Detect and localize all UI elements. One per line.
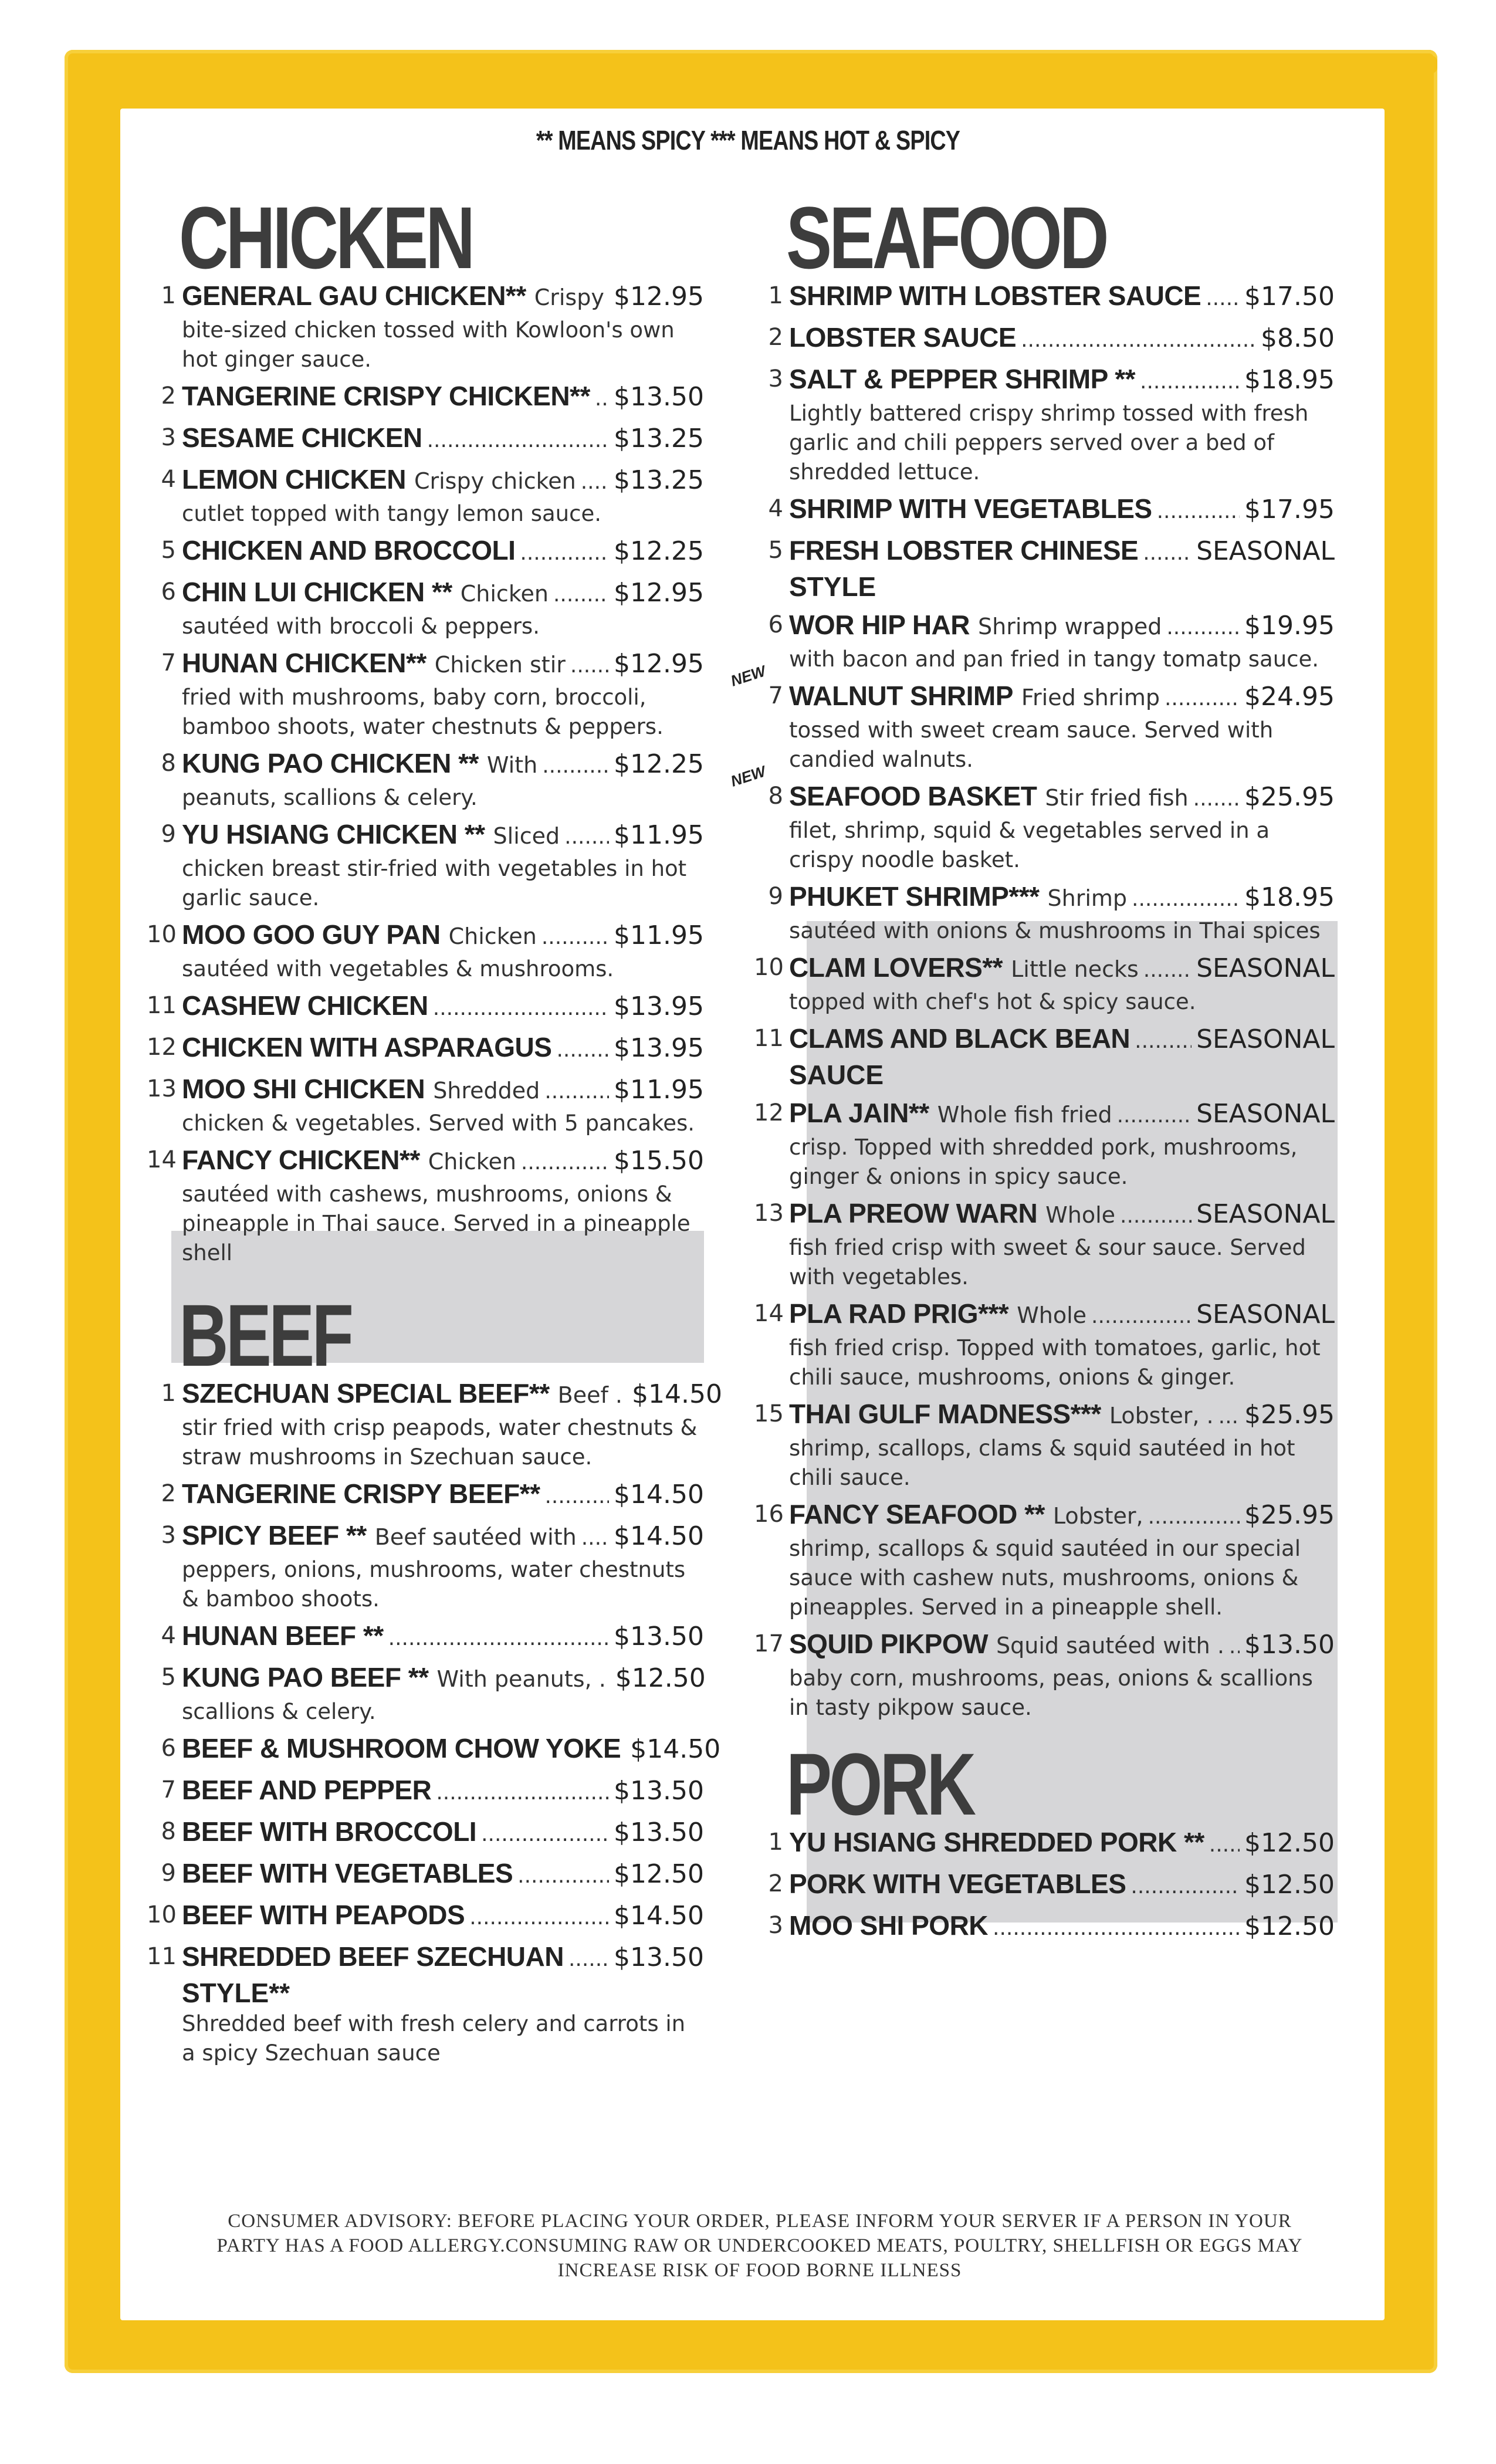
item-number: 4	[161, 466, 176, 493]
item-price: $14.50	[614, 1521, 704, 1551]
item-name: HUNAN CHICKEN**	[182, 648, 427, 678]
section-title-chicken: CHICKEN	[179, 188, 473, 287]
item-name: PHUKET SHRIMP***	[789, 881, 1040, 912]
menu-item	[147, 646, 704, 742]
dot-leader	[520, 536, 609, 570]
item-number: 4	[161, 1622, 176, 1649]
menu-item	[728, 762, 1335, 875]
dot-leader	[433, 991, 609, 1025]
item-description: bite-sized chicken tossed with Kowloon's own hot ginger sauce.	[182, 317, 675, 372]
item-name: FANCY SEAFOOD **	[789, 1499, 1045, 1529]
menu-item	[147, 1773, 704, 1810]
menu-item	[754, 1825, 1335, 1862]
dot-leader	[436, 1776, 609, 1810]
menu-item	[147, 1856, 704, 1893]
menu-item	[754, 1021, 1335, 1091]
item-price: $13.50	[1244, 1630, 1335, 1660]
item-price: $24.95	[1244, 682, 1335, 712]
item-description-lead: Fried shrimp	[1021, 685, 1160, 710]
item-price: SEASONAL	[1196, 1099, 1335, 1129]
item-price: $12.50	[1244, 1828, 1335, 1858]
section-title-beef: BEEF	[179, 1286, 351, 1385]
dot-leader	[1143, 953, 1192, 987]
right-column	[728, 188, 1335, 1963]
dot-leader	[581, 1521, 609, 1555]
item-price: SEASONAL	[1196, 1299, 1335, 1329]
item-description-lead: Whole	[1045, 1202, 1116, 1228]
dot-leader	[1209, 1828, 1240, 1862]
menu-item	[754, 1196, 1335, 1292]
item-name: SHRIMP WITH LOBSTER SAUCE	[789, 280, 1201, 311]
dot-leader	[544, 1075, 609, 1109]
item-price: $25.95	[1244, 1400, 1335, 1430]
item-price: $17.95	[1244, 495, 1335, 524]
item-number: 8	[768, 783, 783, 810]
menu-item	[754, 950, 1335, 1017]
dot-leader	[993, 1911, 1240, 1945]
item-price: $13.50	[614, 1942, 704, 1972]
item-number: 6	[161, 578, 176, 605]
dot-leader	[570, 649, 609, 683]
item-number: 1	[768, 1829, 783, 1856]
item-description-lead: With	[486, 752, 538, 778]
dot-leader	[1091, 1299, 1192, 1333]
item-name: BEEF WITH BROCCOLI	[182, 1816, 477, 1847]
dot-leader	[1193, 782, 1240, 816]
item-price: $12.50	[615, 1663, 706, 1693]
item-name: THAI GULF MADNESS***	[789, 1399, 1101, 1429]
item-name: LEMON CHICKEN	[182, 464, 406, 495]
item-number: 13	[147, 1075, 177, 1102]
dot-leader	[556, 1033, 609, 1067]
item-name: MOO GOO GUY PAN	[182, 919, 441, 950]
item-price: $12.50	[1244, 1870, 1335, 1900]
item-name-continued: STYLE	[789, 571, 876, 602]
item-description: filet, shrimp, squid & vegetables served in a crispy noodle basket.	[789, 818, 1270, 872]
item-price: $19.95	[1244, 611, 1335, 641]
item-number: 6	[161, 1735, 176, 1762]
item-number: 12	[754, 1099, 784, 1126]
menu-item	[147, 421, 704, 458]
menu-item	[147, 379, 704, 416]
dot-leader	[564, 820, 609, 854]
item-description: sautéed with cashews, mushrooms, onions & pineapple in Thai sauce. Served in a pineapple shell	[182, 1182, 691, 1265]
item-price: $13.50	[614, 382, 704, 412]
dot-leader	[553, 578, 609, 612]
item-description-lead: Chicken	[448, 923, 537, 949]
item-description-lead: Whole	[1017, 1302, 1087, 1328]
item-price: $8.50	[1261, 323, 1335, 353]
item-name: HUNAN BEEF **	[182, 1620, 384, 1651]
item-description: Shredded beef with fresh celery and carrots in a spicy Szechuan sauce	[182, 2011, 686, 2066]
item-description: fish fried crisp with sweet & sour sauce. Served with vegetables.	[789, 1235, 1306, 1289]
item-price: $17.50	[1244, 282, 1335, 312]
item-name: SZECHUAN SPECIAL BEEF**	[182, 1378, 550, 1409]
item-description-lead: Beef .	[557, 1382, 623, 1408]
item-number: 13	[754, 1200, 784, 1227]
item-description-lead: Beef sautéed with	[374, 1524, 577, 1550]
item-description-lead: Shrimp	[1047, 885, 1128, 911]
item-description: shrimp, scallops, clams & squid sautéed in hot chili sauce.	[789, 1436, 1295, 1490]
section-chicken	[147, 188, 704, 1268]
item-name: PORK WITH VEGETABLES	[789, 1869, 1126, 1899]
item-name: SPICY BEEF **	[182, 1520, 367, 1551]
item-price: $14.50	[614, 1901, 704, 1931]
item-price: $13.50	[614, 1622, 704, 1651]
menu-item	[754, 1867, 1335, 1904]
dot-leader	[542, 749, 609, 783]
item-name: SEAFOOD BASKET	[789, 781, 1037, 811]
consumer-advisory: CONSUMER ADVISORY: BEFORE PLACING YOUR ORDER, PLEASE INFORM YOUR SERVER IF A PERSON IN YOUR PARTY HAS A FOOD ALLERGY.CONSUMING RAW OR UNDERCOOKED MEATS, POULTRY, SHELLFISH OR EGGS MAY INCREASE RISK OF FOOD BORNE ILLNESS	[216, 2211, 1303, 2281]
dot-leader	[541, 920, 609, 955]
item-price: $18.95	[1244, 365, 1335, 395]
dot-leader	[1229, 1630, 1240, 1664]
menu-item	[147, 1940, 704, 2068]
item-number: 14	[754, 1300, 784, 1327]
item-number: 7	[768, 682, 783, 709]
item-name: BEEF & MUSHROOM CHOW YOKE	[182, 1733, 621, 1764]
menu-item	[754, 279, 1335, 316]
item-description: fried with mushrooms, baby corn, broccoli, bamboo shoots, water chestnuts & peppers.	[182, 685, 664, 739]
item-price: $14.50	[630, 1734, 721, 1764]
item-number: 1	[161, 1380, 176, 1407]
menu-item	[147, 462, 704, 529]
item-price: SEASONAL	[1196, 1024, 1335, 1054]
item-price: $14.50	[632, 1379, 722, 1409]
item-number: 5	[161, 537, 176, 564]
item-number: 15	[754, 1400, 784, 1427]
item-number: 10	[147, 921, 177, 948]
item-description-lead: Lobster, .	[1109, 1403, 1214, 1429]
dot-leader	[388, 1622, 609, 1656]
menu-item	[754, 879, 1335, 946]
menu-item	[147, 575, 704, 641]
menu-item	[147, 918, 704, 984]
menu-item	[147, 533, 704, 570]
item-number: 7	[161, 649, 176, 676]
item-number: 9	[768, 883, 783, 910]
menu-item	[147, 1660, 704, 1727]
item-description: topped with chef's hot & spicy sauce.	[789, 989, 1196, 1014]
dot-leader	[595, 382, 609, 416]
item-number: 2	[161, 1480, 176, 1507]
item-number: 17	[754, 1630, 784, 1657]
item-price: $25.95	[1244, 1500, 1335, 1530]
item-name: BEEF AND PEPPER	[182, 1775, 432, 1805]
item-number: 1	[161, 282, 176, 309]
section-pork	[754, 1735, 1335, 1945]
item-number: 11	[147, 992, 177, 1019]
item-price: $11.95	[614, 920, 704, 950]
item-description: shrimp, scallops & squid sautéed in our special sauce with cashew nuts, mushrooms, onions & pineapples. Served in a pineapple shell.	[789, 1536, 1301, 1620]
dot-leader	[1219, 1400, 1240, 1434]
item-number: 10	[754, 954, 784, 981]
dot-leader	[1117, 1099, 1192, 1133]
dot-leader	[1148, 1500, 1240, 1534]
item-number: 2	[161, 383, 176, 409]
item-description: stir fried with crisp peapods, water chestnuts & straw mushrooms in Szechuan sauce.	[182, 1415, 698, 1470]
item-number: 6	[768, 611, 783, 638]
menu-item	[147, 1731, 721, 1768]
dot-leader	[1131, 1870, 1240, 1904]
item-description: peanuts, scallions & celery.	[182, 785, 478, 810]
item-price: SEASONAL	[1196, 953, 1335, 983]
item-description-lead: Whole fish fried	[937, 1102, 1112, 1128]
item-name: CHICKEN WITH ASPARAGUS	[182, 1032, 552, 1062]
item-number: 9	[161, 821, 176, 848]
item-name: BEEF WITH PEAPODS	[182, 1900, 465, 1930]
dot-leader	[1165, 682, 1240, 716]
menu-item	[754, 1397, 1335, 1492]
item-name: CASHEW CHICKEN	[182, 990, 428, 1021]
item-name: CLAMS AND BLACK BEAN	[789, 1023, 1131, 1054]
menu-item	[728, 662, 1335, 774]
item-name: KUNG PAO BEEF **	[182, 1662, 429, 1693]
item-price: $12.50	[614, 1859, 704, 1889]
item-name: CHIN LUI CHICKEN **	[182, 577, 452, 607]
item-number: 14	[147, 1146, 177, 1173]
dot-leader	[1132, 882, 1240, 916]
item-name: TANGERINE CRISPY CHICKEN**	[182, 381, 590, 411]
item-number: 3	[161, 1522, 176, 1549]
dot-leader	[521, 1146, 609, 1180]
menu-item	[147, 279, 704, 374]
menu-item	[147, 1518, 704, 1614]
item-name: MOO SHI PORK	[789, 1910, 989, 1941]
item-name-continued: STYLE**	[182, 1978, 290, 2008]
item-price: $13.50	[614, 1817, 704, 1847]
item-price: $25.95	[1244, 782, 1335, 812]
dot-leader	[1021, 323, 1256, 357]
item-description-lead: Stir fried fish	[1045, 785, 1189, 811]
item-name-continued: SAUCE	[789, 1060, 884, 1090]
menu-item	[147, 1477, 704, 1514]
dot-leader	[1140, 365, 1240, 399]
item-number: 12	[147, 1034, 177, 1061]
item-description-lead: Crispy	[534, 285, 604, 310]
item-description-lead: Squid sautéed with .	[996, 1633, 1224, 1659]
item-description: cutlet topped with tangy lemon sauce.	[182, 501, 601, 526]
item-name: YU HSIANG SHREDDED PORK **	[789, 1827, 1204, 1857]
item-price: $13.25	[614, 465, 704, 495]
dot-leader	[1135, 1024, 1192, 1058]
item-name: PLA RAD PRIG***	[789, 1298, 1009, 1329]
item-description: scallions & celery.	[182, 1699, 376, 1724]
item-number: 3	[768, 1912, 783, 1939]
menu-item	[147, 1815, 704, 1852]
menu-item	[754, 608, 1335, 674]
item-number: 7	[161, 1776, 176, 1803]
item-description: sautéed with onions & mushrooms in Thai spices	[789, 918, 1321, 943]
menu-item	[147, 1072, 704, 1138]
dot-leader	[1206, 282, 1240, 316]
menu-item	[147, 746, 704, 813]
menu-item	[754, 320, 1335, 357]
item-description-lead: Little necks	[1011, 956, 1139, 982]
item-description-lead: Chicken stir	[434, 652, 566, 678]
item-price: $11.95	[614, 820, 704, 850]
item-name: KUNG PAO CHICKEN **	[182, 748, 479, 779]
menu-item	[754, 1908, 1335, 1945]
item-description-lead: Crispy chicken	[414, 468, 576, 494]
menu-item	[147, 1030, 704, 1067]
dot-leader	[568, 1942, 609, 1976]
item-number: 5	[161, 1664, 176, 1691]
item-number: 11	[754, 1025, 784, 1052]
item-description-lead: Shrimp wrapped	[978, 614, 1162, 639]
item-description-lead: Sliced	[493, 823, 560, 849]
menu-item	[754, 362, 1335, 487]
menu-item	[754, 1297, 1335, 1392]
item-price: $14.50	[614, 1480, 704, 1509]
dot-leader	[1143, 536, 1192, 570]
menu-item	[754, 1497, 1335, 1622]
item-number: 11	[147, 1943, 177, 1970]
item-name: WOR HIP HAR	[789, 610, 970, 640]
item-price: $12.95	[614, 282, 704, 312]
menu-item	[754, 1096, 1335, 1192]
item-name: LOBSTER SAUCE	[789, 322, 1017, 353]
menu-item	[147, 1619, 704, 1656]
item-number: 3	[768, 365, 783, 392]
item-name: SALT & PEPPER SHRIMP **	[789, 364, 1136, 394]
item-price: $12.95	[614, 649, 704, 679]
item-name: SHREDDED BEEF SZECHUAN	[182, 1941, 564, 1972]
item-description-lead: Chicken	[428, 1149, 516, 1175]
item-price: SEASONAL	[1196, 536, 1335, 566]
item-name: PLA JAIN**	[789, 1098, 929, 1128]
item-number: 16	[754, 1501, 784, 1528]
item-price: $12.25	[614, 536, 704, 566]
item-description: Lightly battered crispy shrimp tossed with fresh garlic and chili peppers served over a bed of shredded lettuce.	[789, 401, 1309, 485]
item-number: 9	[161, 1860, 176, 1887]
item-name: MOO SHI CHICKEN	[182, 1074, 425, 1104]
item-price: $12.50	[1244, 1911, 1335, 1941]
dot-leader	[517, 1859, 609, 1893]
item-name: CLAM LOVERS**	[789, 952, 1003, 983]
item-description: tossed with sweet cream sauce. Served with candied walnuts.	[789, 717, 1274, 772]
section-title-pork: PORK	[786, 1735, 974, 1833]
item-number: 8	[161, 1818, 176, 1845]
item-description: with bacon and pan fried in tangy tomatp sauce.	[789, 647, 1319, 672]
item-name: GENERAL GAU CHICKEN**	[182, 280, 526, 311]
section-seafood	[728, 188, 1335, 1722]
item-description: crisp. Topped with shredded pork, mushrooms, ginger & onions in spicy sauce.	[789, 1135, 1298, 1189]
item-name: BEEF WITH VEGETABLES	[182, 1858, 513, 1888]
section-beef	[147, 1286, 722, 2068]
dot-leader	[581, 465, 609, 499]
item-price: $13.50	[614, 1776, 704, 1806]
dot-leader	[481, 1817, 609, 1852]
menu-item	[754, 1627, 1335, 1722]
item-description: chicken breast stir-fried with vegetables in hot garlic sauce.	[182, 856, 687, 911]
item-name: YU HSIANG CHICKEN **	[182, 819, 485, 849]
menu-item	[147, 989, 704, 1025]
new-badge: NEW	[728, 662, 768, 690]
item-number: 1	[768, 282, 783, 309]
item-name: WALNUT SHRIMP	[789, 681, 1013, 711]
item-number: 5	[768, 537, 783, 564]
item-name: PLA PREOW WARN	[789, 1198, 1038, 1228]
frame-stroke-top	[76, 56, 1437, 73]
item-description-lead: Lobster,	[1052, 1503, 1143, 1529]
item-number: 3	[161, 424, 176, 451]
item-description: peppers, onions, mushrooms, water chestnuts & bamboo shoots.	[182, 1557, 686, 1612]
item-name: TANGERINE CRISPY BEEF**	[182, 1478, 540, 1509]
item-price: $12.25	[614, 749, 704, 779]
menu-item	[754, 492, 1335, 529]
item-name: CHICKEN AND BROCCOLI	[182, 535, 516, 566]
dot-leader	[469, 1901, 609, 1935]
left-column	[147, 188, 722, 2086]
item-number: 10	[147, 1901, 177, 1928]
item-price: $12.95	[614, 578, 704, 608]
item-name: FRESH LOBSTER CHINESE	[789, 535, 1139, 566]
section-title-seafood: SEAFOOD	[786, 188, 1106, 287]
item-price: $13.95	[614, 991, 704, 1021]
spicy-legend: ** MEANS SPICY *** MEANS HOT & SPICY	[536, 125, 960, 155]
item-price: $18.95	[1244, 882, 1335, 912]
item-number: 2	[768, 1870, 783, 1897]
menu-item	[147, 1143, 704, 1268]
item-price: SEASONAL	[1196, 1199, 1335, 1229]
item-name: SQUID PIKPOW	[789, 1629, 989, 1659]
new-badge: NEW	[728, 762, 768, 790]
item-price: $13.25	[614, 424, 704, 453]
item-description-lead: Shredded	[433, 1078, 540, 1104]
item-number: 8	[161, 750, 176, 777]
menu-item	[147, 1376, 722, 1472]
item-description-lead: With peanuts, .	[436, 1666, 606, 1692]
dot-leader	[544, 1480, 609, 1514]
item-description: fish fried crisp. Topped with tomatoes, garlic, hot chili sauce, mushrooms, onions & ginger.	[789, 1335, 1321, 1390]
item-description: chicken & vegetables. Served with 5 pancakes.	[182, 1111, 695, 1136]
item-description-lead: Chicken	[460, 581, 549, 607]
dot-leader	[427, 424, 609, 458]
item-price: $15.50	[614, 1146, 704, 1176]
item-name: SHRIMP WITH VEGETABLES	[789, 493, 1152, 524]
dot-leader	[1120, 1199, 1192, 1233]
dot-leader	[1157, 495, 1240, 529]
item-description: baby corn, mushrooms, peas, onions & scallions in tasty pikpow sauce.	[789, 1666, 1313, 1720]
menu-item	[754, 533, 1335, 603]
item-price: $11.95	[614, 1075, 704, 1105]
item-price: $13.95	[614, 1033, 704, 1063]
item-name: FANCY CHICKEN**	[182, 1145, 420, 1175]
dot-leader	[1166, 611, 1240, 645]
item-description: sautéed with broccoli & peppers.	[182, 614, 540, 639]
item-description: sautéed with vegetables & mushrooms.	[182, 956, 614, 981]
item-number: 4	[768, 495, 783, 522]
menu-item	[147, 1898, 704, 1935]
item-number: 2	[768, 324, 783, 351]
menu-item	[147, 817, 704, 913]
item-name: SESAME CHICKEN	[182, 422, 422, 453]
